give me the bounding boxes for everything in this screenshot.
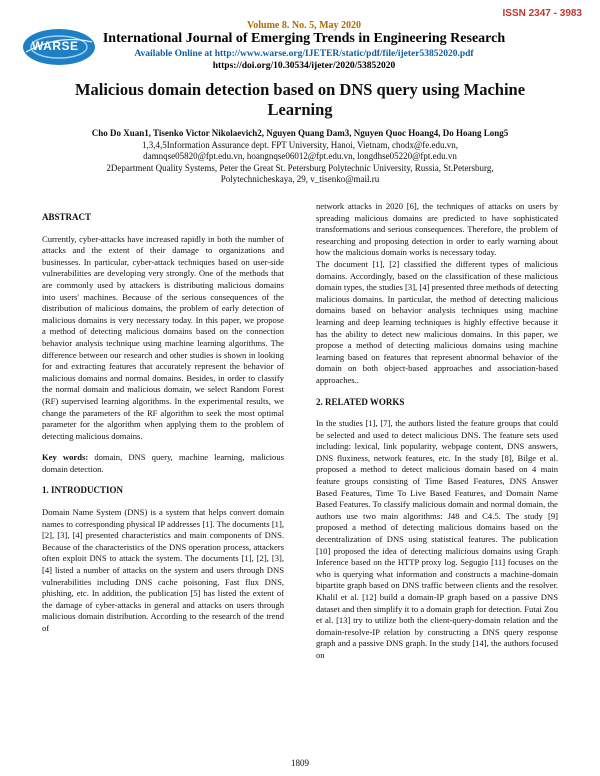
affiliation-2: 2Department Quality Systems, Peter the Great St. Petersburg Polytechnic University, Russia, St.Petersburg, bbox=[106, 162, 494, 173]
introduction-text: Domain Name System (DNS) is a system that helps convert domain names to corresponding physical IP addresses [1]. The documents [1], [2], [3], [4] presented characteristics and main components of DNS. Because of the characteristics of the DNS operation process, attackers often exploit DNS to attack the system. The documents [1], [2], [3], [4] listed a number of attacks on the system and users through DNS vulnerabilities including DNS cache poisoning, Fast flux DNS, phishing, etc. In addition, the publication [5] has listed the extent of the damage of cyber-attacks in general and attacks on users through malicious domain distribution. According to the research of the trend of bbox=[42, 507, 284, 633]
keywords-label: Key words: bbox=[42, 452, 89, 463]
author-block bbox=[40, 128, 560, 186]
available-online-link[interactable]: Available Online at http://www.warse.org/IJETER/static/pdf/file/ijeter53852020.pdf bbox=[134, 49, 474, 59]
related-works-heading: 2. RELATED WORKS bbox=[316, 396, 405, 407]
related-works-text: In the studies [1], [7], the authors listed the feature groups that could be selected and used to detect malicious DNS. The feature sets used including: lexical, link popularity, webpage content, DNS answers, DNS fluxiness, network features, etc. In the study [8], Bilge et al. proposed a method to detect malicious domain based on 4 main feature groups consisting of Time Based Features, DNS Answer Based Features, Time To Live Based Features, and Domain Name Based Features. To classify malicious domain and normal domain, the authors use two main algorithms: J48 and C4.5. The study [9] proposed a method of detecting malicious domains based on the decentralization of DNS using statistical features. The publication [10] proposed the idea of detecting malicious domains using Graph Inference based on the HTTP proxy log. Segugio [11] focuses on the who is querying what information and constructs a machine-domain bipartite graph based on DNS traffic between clients and the resolver. Khalil et al. [12] build a domain-IP graph based on a passive DNS dataset and then simplify it to a domain graph for detection. Futai Zou et al. [13] try to utilize both the client-query-domain relation and the domain-resolve-IP relation by constructing a DNS query response graph and a passive DNS graph. In the study [14], the authors focused on bbox=[316, 418, 558, 660]
abstract-text: Currently, cyber-attacks have increased rapidly in both the number of attacks and the extent of their damage to organizations and businesses. In particular, cyber-attack techniques based on user-side vulnerabilities are developing very strongly. One of the methods that are commonly used by attackers is distributing malicious domains into users' machines. Because of the serious consequences of the distribution of malicious domains, the problem of early detection of malicious domains is very necessary today. In this paper, we propose a method of detecting malicious domains based on the connection behavior analysis technique using machine learning algorithms. The difference between our research and other studies is shown in looking for and extracting features that accurately represent the behavior of malicious domains and normal domains. Besides, in order to classify the normal domain and malicious domain, we select Random Forest (RF) supervised learning algorithms. In the experimental results, we change the parameters of the RF algorithm to seek the most optimal parameter for the algorithm when applying them to the problem of detecting malicious domains. bbox=[42, 233, 284, 441]
paper-title: Malicious domain detection based on DNS query using Machine Learning bbox=[74, 80, 526, 119]
volume-info: Volume 8. No. 5, May 2020 bbox=[246, 20, 362, 31]
keywords-text: domain, DNS query, machine learning, malicious domain detection. bbox=[42, 452, 284, 474]
intro-continued: network attacks in 2020 [6], the techniques of attacks on users by spreading malicious domains are predicted to have sophisticated transformations and serious consequences. Therefore, the problem of researching and proposing detection in order to early warning about how the malicious domain works is necessary today. bbox=[316, 201, 558, 258]
author-list: Cho Do Xuan1, Tisenko Victor Nikolaevich2, Nguyen Quang Dam3, Nguyen Quoc Hoang4, Do Hoang Long5 bbox=[91, 128, 509, 138]
journal-name: International Journal of Emerging Trends in Engineering Research bbox=[102, 31, 506, 46]
left-column bbox=[42, 212, 284, 635]
author-emails: damnqse05820@fpt.edu.vn, hoangnqse06012@fpt.edu.vn, longdhse05220@fpt.edu.vn bbox=[143, 151, 457, 161]
logo-text: WARSE bbox=[32, 39, 79, 53]
right-column bbox=[316, 201, 558, 662]
keywords bbox=[42, 452, 284, 475]
doi-link[interactable]: https://doi.org/10.30534/ijeter/2020/53852020 bbox=[212, 61, 396, 71]
intro-paragraph-2: The document [1], [2] classified the different types of malicious domains. Accordingly, based on the classification of these malicious domain types, the studies [3], [4] presented three methods of detecting malicious domains. In particular, the method of detecting malicious domains based on behavior analysis techniques using machine learning and deep learning techniques is highly effective because it has the ability to detect new malicious domains. In this paper, we propose a method of detecting malicious domains using machine learning based on features that represent abnormal behavior of the domain on both object-based approaches and association-based approaches.. bbox=[316, 258, 558, 385]
abstract-heading: ABSTRACT bbox=[42, 212, 92, 222]
affiliation-1: 1,3,4,5Information Assurance dept. FPT University, Hanoi, Vietnam, chodx@fe.edu.vn, bbox=[141, 139, 459, 150]
introduction-heading: 1. INTRODUCTION bbox=[42, 485, 124, 496]
page-number: 1809 bbox=[291, 758, 309, 768]
affiliation-3: Polytechnicheskaya, 29, v_tisenko@mail.ru bbox=[220, 174, 380, 184]
issn: ISSN 2347 - 3983 bbox=[502, 8, 582, 19]
